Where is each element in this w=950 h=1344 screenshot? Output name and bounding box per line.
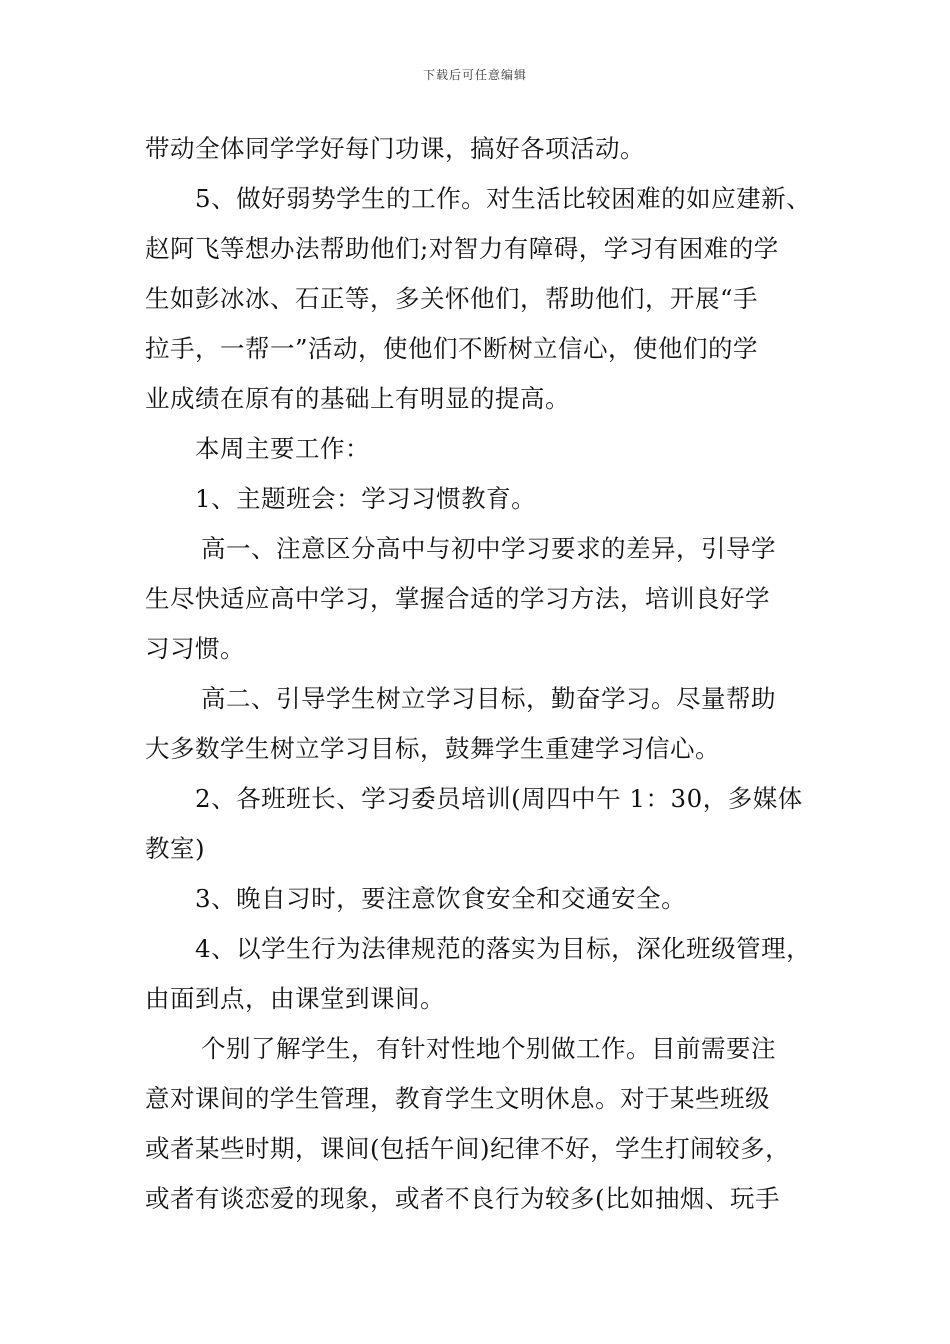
text-line: 赵阿飞等想办法帮助他们;对智力有障碍，学习有困难的学 [145,234,779,263]
document-body [145,124,835,1224]
text-line: 或者有谈恋爱的现象，或者不良行为较多(比如抽烟、玩手 [145,1184,781,1213]
text-line: 带动全体同学学好每门功课，搞好各项活动。 [145,134,645,163]
text-line: 高一、注意区分高中与初中学习要求的差异，引导学 [201,534,776,563]
text-line: 由面到点，由课堂到课间。 [145,984,445,1013]
text-line: 1、主题班会：学习习惯教育。 [195,484,537,513]
text-line: 个别了解学生，有针对性地个别做工作。目前需要注 [201,1034,776,1063]
text-line: 大多数学生树立学习目标，鼓舞学生重建学习信心。 [145,734,720,763]
text-line: 习习惯。 [145,634,245,663]
text-line: 3、晚自习时，要注意饮食安全和交通安全。 [195,884,687,913]
text-line: 或者某些时期，课间(包括午间)纪律不好，学生打闹较多， [145,1134,791,1163]
text-line: 5、做好弱势学生的工作。对生活比较困难的如应建新、 [195,184,812,213]
text-line: 2、各班班长、学习委员培训(周四中午 1：30，多媒体 [195,784,803,813]
text-line: 本周主要工作： [195,434,370,463]
text-line: 生尽快适应高中学习，掌握合适的学习方法，培训良好学 [145,584,770,613]
page-header-note: 下载后可任意编辑 [422,68,527,82]
text-line: 教室) [145,834,206,863]
text-line: 业成绩在原有的基础上有明显的提高。 [145,384,570,413]
text-line: 生如彭冰冰、石正等，多关怀他们，帮助他们，开展“手 [145,284,759,313]
text-line: 拉手，一帮一”活动，使他们不断树立信心，使他们的学 [145,334,759,363]
text-line: 4、以学生行为法律规范的落实为目标，深化班级管理， [195,934,812,963]
text-line: 意对课间的学生管理，教育学生文明休息。对于某些班级 [145,1084,770,1113]
text-line: 高二、引导学生树立学习目标，勤奋学习。尽量帮助 [201,684,776,713]
